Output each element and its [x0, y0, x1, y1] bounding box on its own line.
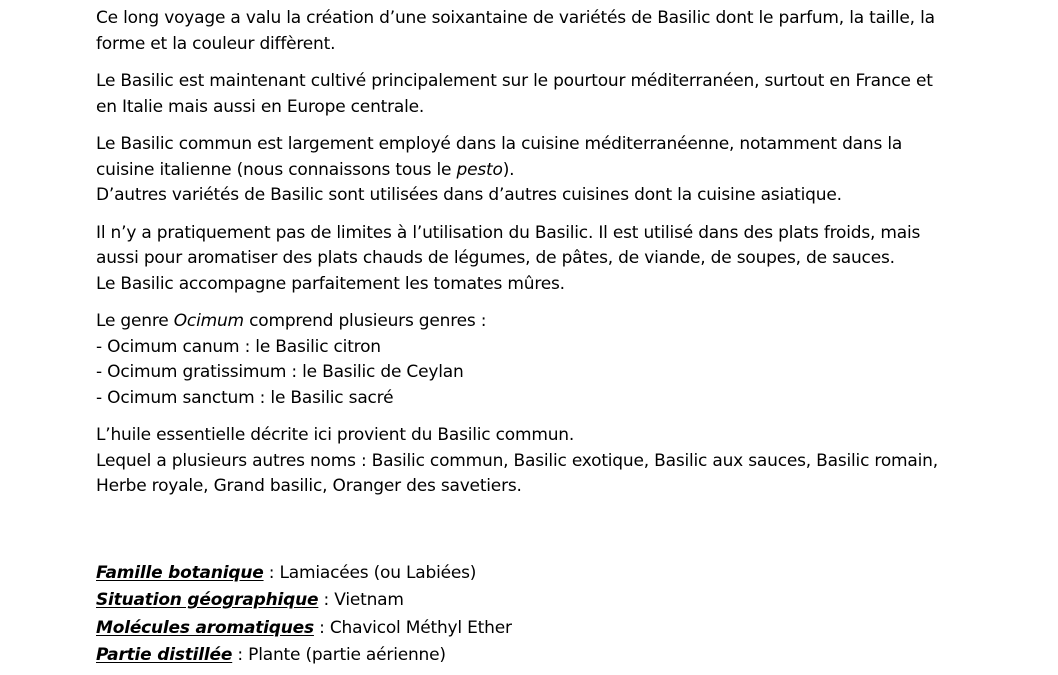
- paragraph-cuisine: [96, 132, 996, 209]
- fact-label: Situation géographique: [96, 590, 319, 610]
- spacer: [96, 512, 996, 560]
- fact-value: Vietnam: [334, 590, 404, 610]
- paragraph-essential-oil: [96, 423, 996, 500]
- fact-value: Plante (partie aérienne): [248, 645, 446, 665]
- text-line: Il n’y a pratiquement pas de limites à l’utilisation du Basilic. Il est utilisé dans des plats froids, mais: [96, 222, 921, 243]
- facts-list: [96, 560, 996, 670]
- fact-geographic-situation: [96, 587, 996, 615]
- text-line: Le Basilic accompagne parfaitement les tomates mûres.: [96, 273, 565, 294]
- text-line: aussi pour aromatiser des plats chauds de légumes, de pâtes, de viande, de soupes, de sauces.: [96, 248, 895, 268]
- fact-separator: :: [313, 617, 330, 638]
- text-line: D’autres variétés de Basilic sont utilisées dans d’autres cuisines dont la cuisine asiatique.: [96, 185, 842, 205]
- paragraph-cultivation: [96, 69, 996, 120]
- fact-value: Chavicol Méthyl Ether: [329, 617, 512, 638]
- pesto-emphasis: pesto: [456, 159, 503, 180]
- fact-separator: :: [263, 562, 280, 583]
- text-line: Le Basilic est maintenant cultivé principalement sur le pourtour méditerranéen, surtout en France et: [96, 71, 933, 91]
- fact-distilled-part: [96, 642, 996, 670]
- list-item: - Ocimum sanctum : le Basilic sacré: [96, 387, 394, 408]
- text-line: Ce long voyage a valu la création d’une soixantaine de variétés de Basilic dont le parfum, la taille, la: [96, 8, 935, 28]
- fact-label: Partie distillée: [96, 645, 233, 665]
- fact-label: Molécules aromatiques: [96, 617, 314, 638]
- text-line: [96, 309, 996, 335]
- fact-label: Famille botanique: [96, 562, 264, 583]
- text-segment: ).: [502, 159, 515, 180]
- paragraph-usage: [96, 221, 996, 298]
- fact-separator: :: [318, 590, 335, 610]
- text-line: forme et la couleur diffèrent.: [96, 33, 336, 54]
- text-line: Le Basilic commun est largement employé dans la cuisine méditerranéenne, notamment dans la: [96, 134, 903, 154]
- text-line: Herbe royale, Grand basilic, Oranger des savetiers.: [96, 476, 522, 496]
- fact-value: Lamiacées (ou Labiées): [279, 562, 477, 583]
- text-line: [96, 158, 996, 184]
- paragraph-varieties: [96, 6, 996, 57]
- ocimum-emphasis: Ocimum: [173, 311, 244, 331]
- text-line: Lequel a plusieurs autres noms : Basilic commun, Basilic exotique, Basilic aux sauces, Basilic romain,: [96, 450, 938, 471]
- text-line: en Italie mais aussi en Europe centrale.: [96, 96, 425, 117]
- fact-botanical-family: [96, 560, 996, 588]
- fact-aromatic-molecules: [96, 615, 996, 643]
- text-segment: comprend plusieurs genres :: [243, 311, 487, 331]
- text-segment: cuisine italienne (nous connaissons tous le: [96, 159, 457, 180]
- document-page: [96, 6, 996, 670]
- list-item: - Ocimum canum : le Basilic citron: [96, 336, 381, 357]
- paragraph-genus: [96, 309, 996, 411]
- text-segment: Le genre: [96, 311, 174, 331]
- fact-separator: :: [232, 645, 249, 665]
- list-item: - Ocimum gratissimum : le Basilic de Ceylan: [96, 362, 464, 382]
- text-line: L’huile essentielle décrite ici provient du Basilic commun.: [96, 425, 575, 445]
